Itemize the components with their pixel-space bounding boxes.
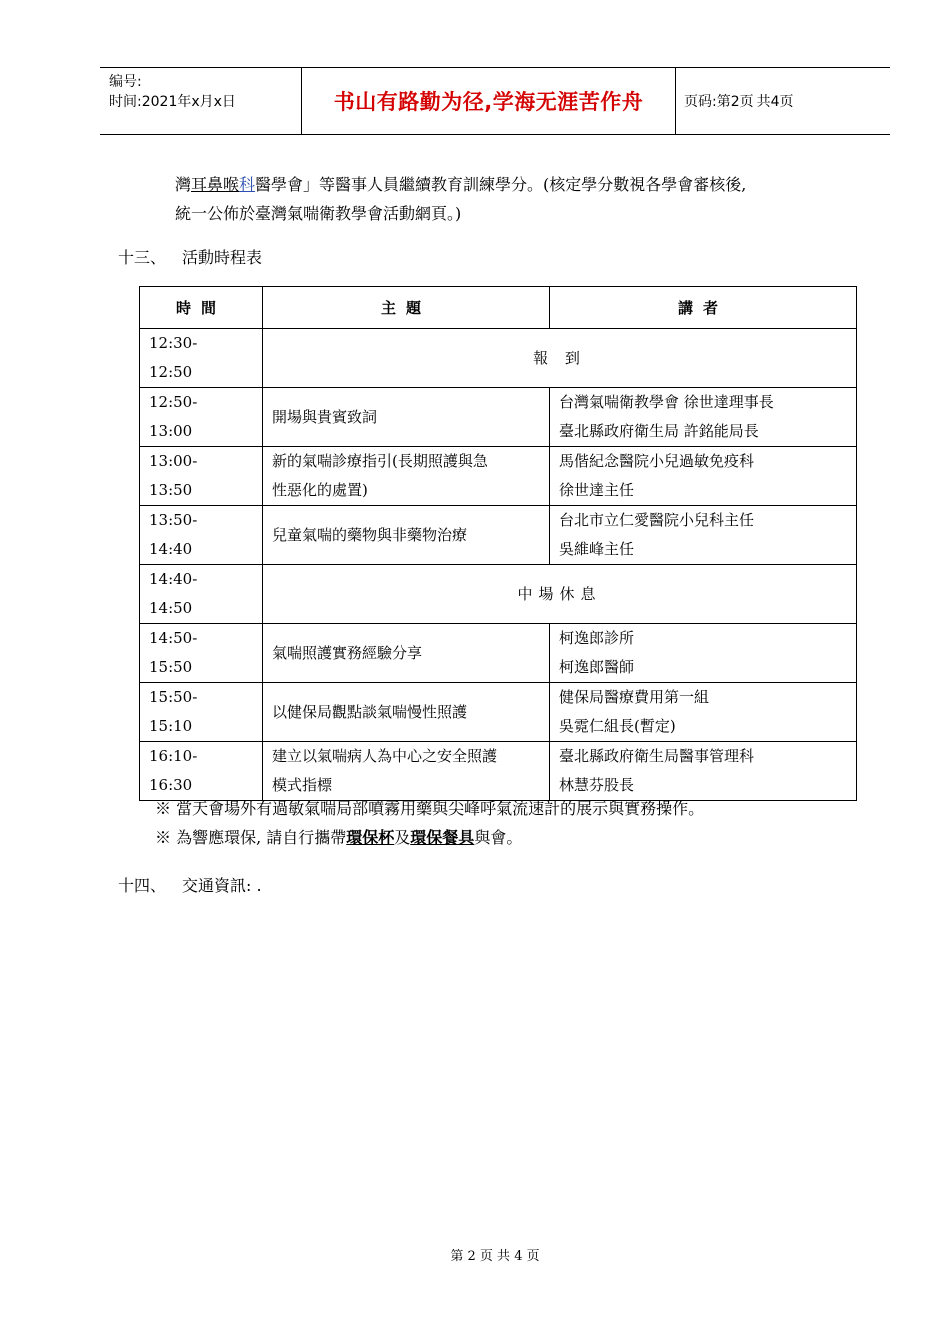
section-14-heading: 十四、 交通資訊: .	[118, 876, 262, 895]
speaker-cell: 馬偕紀念醫院小兒過敏免疫科 徐世達主任	[550, 447, 857, 506]
topic-cell: 開場與貴賓致詞	[263, 388, 550, 447]
table-row	[140, 506, 857, 565]
header-motto: 书山有路勤为径,学海无涯苦作舟	[302, 68, 676, 134]
note-display: ※ 當天會場外有過敏氣喘局部噴霧用藥與尖峰呼氣流速計的展示與實務操作。	[155, 799, 705, 818]
header-time: 时间:2021年x月x日	[109, 94, 236, 110]
table-row	[140, 388, 857, 447]
paragraph-link[interactable]: 科	[239, 175, 256, 194]
table-row	[140, 329, 857, 388]
break-cell: 中場休息	[263, 565, 857, 624]
time-cell: 12:30- 12:50	[140, 329, 263, 388]
section-13-heading: 十三、 活動時程表	[118, 248, 263, 267]
time-cell: 14:50- 15:50	[140, 624, 263, 683]
header-page-number: 页码:第2页	[684, 94, 754, 110]
table-row	[140, 565, 857, 624]
col-header-time: 時間	[140, 287, 263, 329]
table-header-row	[140, 287, 857, 329]
paragraph-line-1: 灣耳鼻喉科醫學會」等醫事人員繼續教育訓練學分。(核定學分數視各學會審核後,	[175, 175, 747, 194]
table-row	[140, 683, 857, 742]
speaker-cell: 臺北縣政府衛生局醫事管理科 林慧芬股長	[550, 742, 857, 801]
topic-cell: 新的氣喘診療指引(長期照護與急 性惡化的處置)	[263, 447, 550, 506]
speaker-cell: 健保局醫療費用第一組 吳霓仁組長(暫定)	[550, 683, 857, 742]
topic-cell: 以健保局觀點談氣喘慢性照護	[263, 683, 550, 742]
speaker-cell: 台灣氣喘衛教學會 徐世達理事長 臺北縣政府衛生局 許銘能局長	[550, 388, 857, 447]
time-cell: 13:50- 14:40	[140, 506, 263, 565]
table-row	[140, 742, 857, 801]
time-cell: 12:50- 13:00	[140, 388, 263, 447]
time-cell: 15:50- 15:10	[140, 683, 263, 742]
col-header-speaker: 講者	[550, 287, 857, 329]
time-cell: 14:40- 14:50	[140, 565, 263, 624]
table-row	[140, 447, 857, 506]
paragraph-line-2: 統一公佈於臺灣氣喘衛教學會活動網頁。)	[175, 204, 462, 223]
registration-cell: 報 到	[263, 329, 857, 388]
topic-cell: 兒童氣喘的藥物與非藥物治療	[263, 506, 550, 565]
topic-cell: 氣喘照護實務經驗分享	[263, 624, 550, 683]
speaker-cell: 柯逸郎診所 柯逸郎醫師	[550, 624, 857, 683]
table-row	[140, 624, 857, 683]
page-header	[100, 67, 890, 135]
note-eco: ※ 為響應環保, 請自行攜帶環保杯及環保餐具與會。	[155, 828, 523, 847]
time-cell: 16:10- 16:30	[140, 742, 263, 801]
topic-cell: 建立以氣喘病人為中心之安全照護 模式指標	[263, 742, 550, 801]
speaker-cell: 台北市立仁愛醫院小兒科主任 吳維峰主任	[550, 506, 857, 565]
continued-paragraph	[175, 170, 875, 228]
header-code: 编号:	[109, 74, 142, 90]
header-page-info	[676, 68, 890, 134]
page-footer: 第 2 页 共 4 页	[450, 1249, 540, 1264]
col-header-topic: 主題	[263, 287, 550, 329]
time-cell: 13:00- 13:50	[140, 447, 263, 506]
header-meta	[100, 68, 302, 134]
schedule-table	[139, 286, 857, 801]
header-total-pages: 共4页	[756, 94, 794, 110]
